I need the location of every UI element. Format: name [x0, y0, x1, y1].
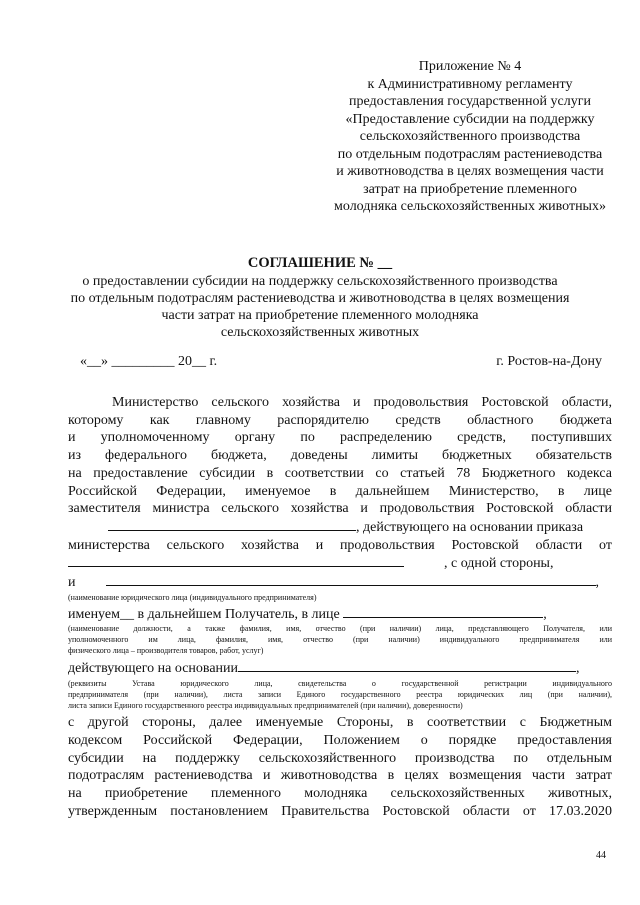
named-prefix: именуем__ в дальнейшем Получатель, в лице	[68, 606, 340, 622]
body-line-blank-order	[68, 554, 612, 573]
appendix-line: сельскохозяйственного производства	[359, 129, 581, 144]
body-line: на предоставление субсидии в соответствии со статьей 78 Бюджетного кодекса	[68, 465, 612, 481]
and-word: и	[68, 575, 76, 591]
body-line: которому как главному распорядителю средств областного бюджета	[68, 412, 612, 428]
appendix-line: к Административному регламенту	[367, 76, 573, 92]
appendix-line: предоставления государственной услуги	[349, 94, 591, 109]
appendix-line: затрат на приобретение племенного	[363, 181, 577, 197]
body-line: кодексом Российской Федерации, Положением о порядке предоставления	[68, 732, 612, 748]
agreement-city: г. Ростов-на-Дону	[496, 354, 602, 369]
title-line: о предоставлении субсидии на поддержку сельскохозяйственного производства	[82, 274, 558, 289]
body-line: из федерального бюджета, доведены лимиты бюджетных обязательств	[68, 448, 612, 464]
body-line-and: и ,	[68, 575, 599, 591]
body-line: подотраслям растениеводства и животноводства в целях возмещения части затрат	[68, 768, 612, 784]
hint-position: физического лица – производителя товаров, работ, услуг)	[68, 646, 264, 656]
agreement-body	[68, 394, 612, 820]
body-line-named: именуем__ в дальнейшем Получатель, в лице ,	[68, 606, 547, 622]
hint-legal-name: (наименование юридического лица (индивидуального предпринимателя)	[68, 592, 317, 602]
body-line: субсидии на поддержку сельскохозяйственного производства по отдельным	[68, 750, 612, 766]
body-line: и уполномоченному органу по распределению средств, поступивших	[68, 430, 612, 446]
blank-field	[343, 605, 543, 618]
hint-basis: (реквизиты Устава юридического лица, свидетельства о государственной регистрации индивидуального	[68, 679, 612, 689]
appendix-header	[318, 58, 622, 216]
body-line: утвержденным постановлением Правительства Ростовской области от 17.03.2020	[68, 803, 612, 819]
body-line-tail: , с одной стороны,	[444, 556, 554, 572]
hint-position: (наименование должности, а также фамилия, имя, отчество (при наличии) лица, представляющего Получателя, или	[68, 624, 612, 634]
blank-field	[238, 659, 576, 672]
blank-field	[68, 554, 404, 567]
hint-position: уполномоченного им лица, фамилия, имя, отчество (при наличии) индивидуального предпринимателя или	[68, 635, 612, 645]
hint-basis: листа записи Единого государственного реестра индивидуальных предпринимателей (при наличии), доверенности)	[68, 701, 463, 711]
body-line: с другой стороны, далее именуемые Стороны, в соответствии с Бюджетным	[68, 715, 612, 731]
page-number: 44	[596, 850, 606, 861]
hint-basis: предпринимателя (при наличии), листа записи Единого государственного реестра юридических лиц (при наличии),	[68, 690, 612, 700]
appendix-line: и животноводства в целях возмещения части	[336, 164, 604, 179]
appendix-line: молодняка сельскохозяйственных животных»	[334, 199, 606, 214]
appendix-line: Приложение № 4	[418, 59, 522, 74]
body-line: заместителя министра сельского хозяйства и продовольствия Ростовской области	[68, 501, 612, 517]
agreement-date: «__» _________ 20__ г.	[80, 354, 218, 369]
body-line-blank-name	[68, 518, 612, 537]
title-line: части затрат на приобретение племенного молодняка	[161, 308, 479, 323]
body-line: на приобретение племенного молодняка сельскохозяйственных животных,	[68, 785, 612, 801]
acting-prefix: действующего на основании	[68, 661, 239, 677]
appendix-line: по отдельным подотраслям растениеводства	[337, 146, 603, 162]
body-line: Российской Федерации, именуемое в дальнейшем Министерство, в лице	[68, 483, 612, 499]
blank-field	[108, 518, 356, 531]
blank-field	[106, 573, 596, 586]
body-line-tail: , действующего на основании приказа	[356, 519, 584, 535]
body-line: Министерство сельского хозяйства и продовольствия Ростовской области,	[112, 395, 612, 410]
body-line-acting: действующего на основании ,	[68, 661, 580, 677]
appendix-line: «Предоставление субсидии на поддержку	[345, 111, 595, 127]
title-line: по отдельным подотраслям растениеводства и животноводства в целях возмещения	[70, 291, 570, 306]
body-line: министерства сельского хозяйства и продовольствия Ростовской области от	[68, 537, 612, 553]
agreement-heading: СОГЛАШЕНИЕ № __	[247, 255, 393, 271]
title-line: сельскохозяйственных животных	[220, 325, 420, 340]
agreement-title	[50, 255, 590, 341]
